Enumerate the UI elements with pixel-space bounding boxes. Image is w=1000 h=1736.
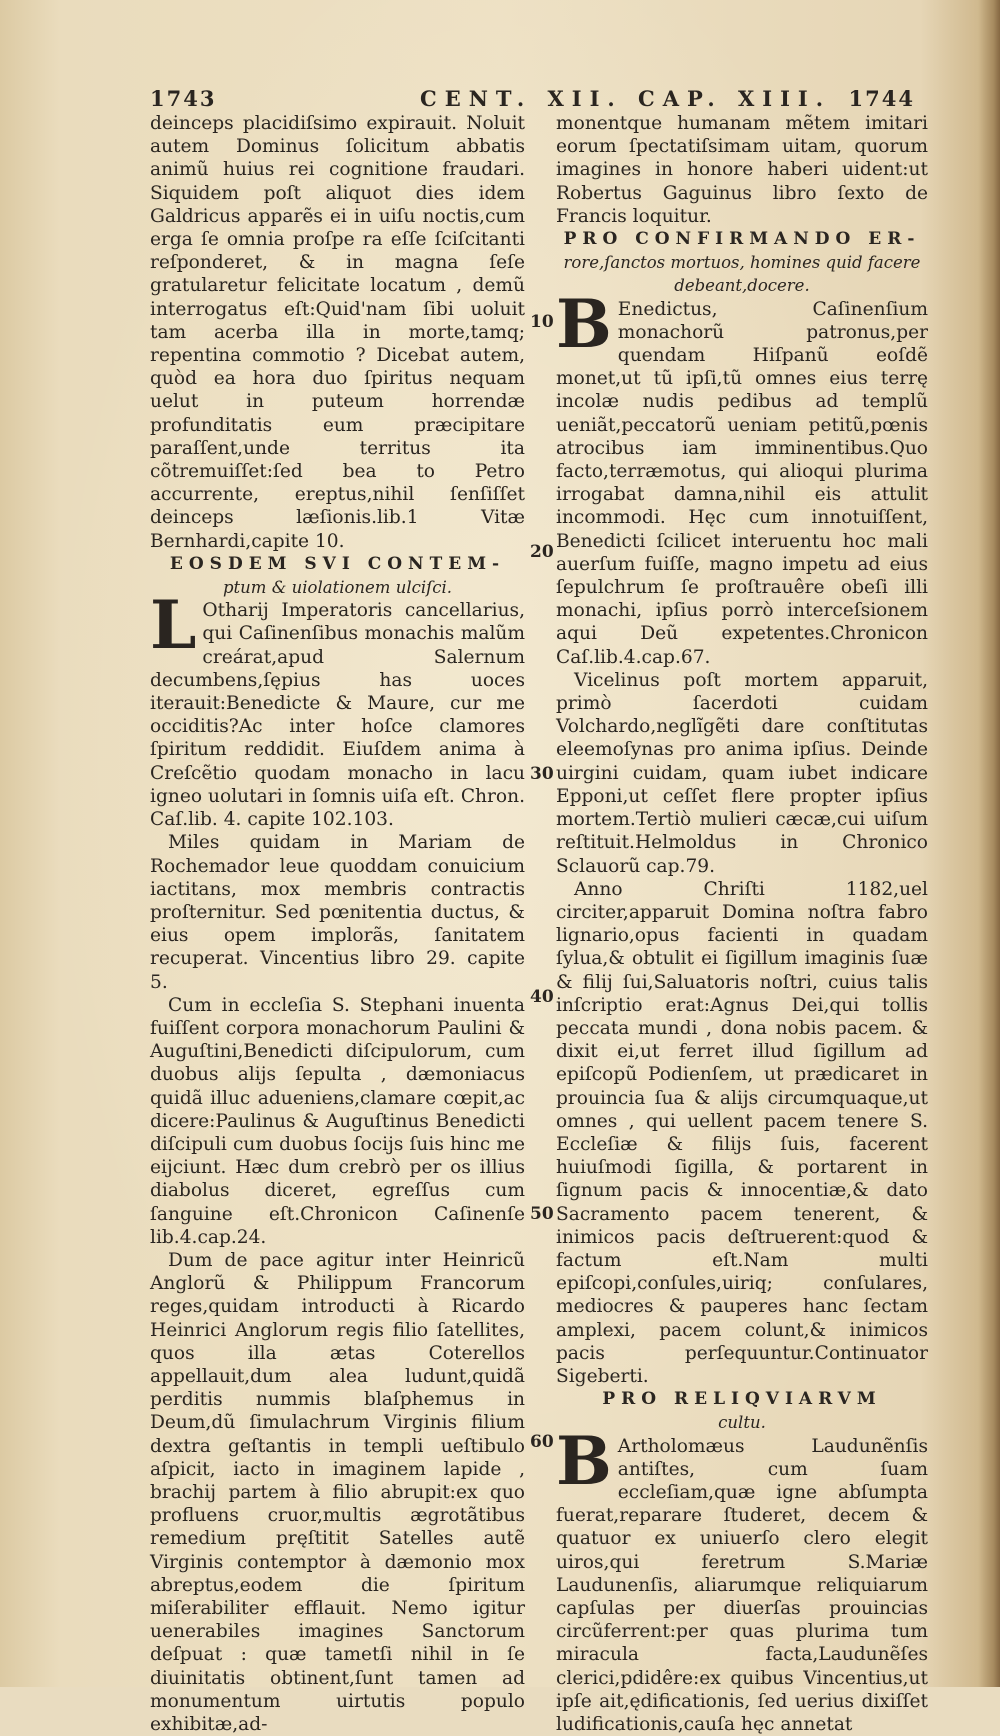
section-heading-2: PRO CONFIRMANDO ER- [563, 229, 921, 250]
section-heading-3: PRO RELIQVIARVM [602, 1389, 882, 1410]
drop-cap-L: L [150, 586, 197, 665]
running-title: CENT. XII. CAP. XIII. [420, 86, 832, 111]
left-paragraph-1: deinceps placidiſsimo expirauit. Noluit autem Dominus ſolicitum abbatis animũ huius rei cognitione fraudari. Siquidem poſt aliquot dies idem Galdricus apparẽs ei in uiſu noctis,cum erga ſe omnia proſpe ra eſſe ſciſcitanti reſponderet, & in magna ſeſe gratularetur felicitate locatum , demũ interrogatus eſt:Quid'nam ſibi uoluit tam acerba illa in morte,tamq; repentina commotio ? Dicebat autem, quòd ea hora duo ſpiritus nequam uelut in puteum horrendæ profunditatis eum præcipitare paraſſent,unde territus ita cõtremuiſſet:ſed bea to Petro accurrente, ereptus,nihil ſenſiſſet deinceps læſionis.lib.1 Vitæ Bernhardi,capite 10. [150, 113, 525, 552]
left-paragraph-5: Dum de pace agitur inter Heinricũ Anglorũ & Philippum Francorum reges,quidam introducti à Ricardo Heinrici Anglorum regis filio ſatellites, quos illa ætas Coterellos appellauit,dum alea ludunt,quidã perditis nummis blaſphemus in Deum,dũ ſimulachrum Virginis filium dextra geſtantis in templi ueſtibulo aſpicit, iacto in imaginem lapide , brachij partem à filio abrupit:ex quo profluens cruor,multis ægrotãtibus remedium pręſtitit Satelles autẽ Virginis contemptor à dæmonio mox abreptus,eodem die ſpiritum miſerabiliter efflauit. Nemo igitur uenerabiles imagines Sanctorum deſpuat : quæ tametſi nihil in ſe diuinitatis obtinent,ſunt tamen ad monumentum uirtutis populo exhibitæ,ad- [150, 1249, 525, 1736]
page-number-right: 1744 [848, 86, 915, 111]
right-paragraph-2: Enedictus, Caſinenſium monachorũ patronus,per quendam Hiſpanũ eoſdẽ monet,ut tũ ipſi,tũ omnes eius terrę incolæ nudis pedibus ad templũ ueniãt,peccatorũ ueniam petitũ,pœnis atrocibus iam imminentibus.Quo facto,terræmotus, qui alioqui plurima irrogabat damna,nihil eis attulit incommodi. Hęc cum innotuiſſent, Benedicti ſcilicet interuentu hoc mali auerſum fuiſſe, magno impetu ad eius ſepulchrum ſe proſtrauêre obeſi illi monachi, ipſius porrò interceſsionem aqui Deũ expetentes.Chronicon Caſ.lib.4.cap.67. [556, 298, 928, 668]
drop-cap-B-2: B [556, 1421, 612, 1500]
page-number-left: 1743 [150, 86, 217, 111]
left-paragraph-4: Cum in eccleſia S. Stephani inuenta fuiſſent corpora monachorum Paulini & Auguſtini,Benedicti diſcipulorum, cum duobus alijs ſepulta , dæmoniacus quidã illuc adueniens,clamare cœpit,ac dicere:Paulinus & Auguſtinus Benedicti diſcipuli cum duobus ſocijs ſuis hinc me eijciunt. Hæc dum crebrò per os illius diabolus diceret, egreſſus cum ſanguine eſt.Chronicon Caſinenſe lib.4.cap.24. [150, 994, 525, 1248]
line-number: 60 [530, 1432, 554, 1452]
section-subheading-1: ptum & uiolationem ulciſci. [222, 578, 452, 598]
left-paragraph-2: Otharij Imperatoris cancellarius, qui Caſinenſibus monachis malũm creárat,apud Salernum decumbens,ſępius has uoces iterauit:Benedicte & Maure, cur me occiditis?Ac inter hoſce clamores ſpiritum reddidit. Eiuſdem anima à Creſcẽtio quodam monacho in lacu igneo uolutari in ſomnis uiſa eſt. Chron. Caſ.lib. 4. capite 102.103. [150, 600, 525, 831]
right-column [556, 112, 928, 1736]
left-paragraph-3: Miles quidam in Mariam de Rochemador leue quoddam conuicium iactitans, mox membris contractis proſternitur. Sed pœnitentia ductus, & eius opem implorãs, ſanitatem recuperat. Vincentius libro 29. capite 5. [150, 832, 525, 993]
section-subheading-2: rore,ſanctos mortuos, homines quid facere debeant,docere. [563, 253, 921, 296]
left-column [150, 112, 525, 1736]
right-paragraph-5: Artholomæus Laudunẽnſis antiſtes, cum ſuam eccleſiam,quæ igne abſumpta fuerat,reparare ſtuderet, decem & quatuor ex uniuerſo clero elegit uiros,qui feretrum S.Mariæ Laudunenſis, aliarumque reliquiarum capſulas per diuerſas prouincias circũferrent:per quas plurima tum miracula facta,Laudunẽſes clerici,pdidêre:ex quibus Vincentius,ut ipſe ait,ędificationis, ſed uerius dixiſſet ludificationis,cauſa hęc annetat [556, 1435, 928, 1736]
line-number: 30 [530, 764, 554, 784]
line-number: 40 [530, 987, 554, 1007]
right-paragraph-4: Anno Chriſti 1182,uel circiter,apparuit Domina noſtra fabro lignario,opus facienti in quadam ſylua,& obtulit ei ſigillum imaginis ſuæ & filij ſui,Saluatoris noſtri, cuius talis inſcriptio erat:Agnus Dei,qui tollis peccata mundi , dona nobis pacem. & dixit ei,ut ferret illud ſigillum ad epiſcopũ Podienſem, ut prædicaret in prouincia ſua & alijs circumquaque,ut omnes , qui uellent pacem tenere S. Eccleſiæ & filijs ſuis, facerent huiuſmodi ſigilla, & portarent in ſignum pacis & innocentiæ,& dato Sacramento pacem tenerent, & inimicos pacis deſtruerent:quod & factum eſt.Nam multi epiſcopi,conſules,uiriq; conſulares, mediocres & pauperes hanc ſectam amplexi, pacem colunt,& inimicos pacis perſequuntur.Continuator Sigeberti. [556, 878, 928, 1387]
line-number: 10 [530, 312, 554, 332]
drop-cap-B: B [556, 284, 612, 363]
section-heading-1: EOSDEM SVI CONTEM- [169, 553, 506, 574]
right-paragraph-1: monentque humanam mẽtem imitari eorum ſpectatiſsimam uitam, quorum imagines in honore haberi uident:ut Robertus Gaguinus libro ſexto de Francis loquitur. [556, 113, 928, 227]
right-paragraph-3: Vicelinus poſt mortem apparuit, primò ſacerdoti cuidam Volchardo,neglĩgẽti dare conſtitutas eleemoſynas pro anima ipſius. Deinde uirgini cuidam, quam iubet indicare Epponi,ut ceſſet flere propter ipſius mortem.Tertiò mulieri cæcæ,cui uiſum reſtituit.Helmoldus in Chronico Sclauorũ cap.79. [556, 669, 928, 877]
line-number: 50 [530, 1204, 554, 1224]
line-number: 20 [530, 542, 554, 562]
page-edge-shadow [978, 0, 1000, 1687]
section-subheading-3: cultu. [718, 1413, 766, 1433]
